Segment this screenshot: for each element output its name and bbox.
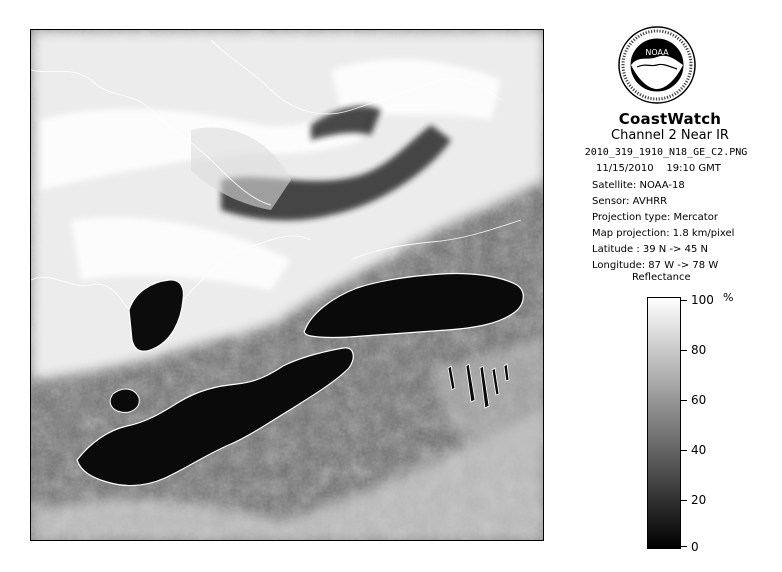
satellite-image	[30, 29, 544, 541]
info-map-projection: Map projection: 1.8 km/pixel	[592, 228, 735, 239]
info-satellite: Satellite: NOAA-18	[592, 180, 685, 191]
logo-center-text: NOAA	[645, 48, 669, 57]
colorbar-tick-label: 0	[691, 540, 699, 554]
colorbar-tick-label: 100	[691, 293, 714, 307]
satellite-map-svg	[31, 30, 544, 541]
colorbar-tick	[681, 350, 687, 351]
colorbar-tick	[681, 300, 687, 301]
colorbar-unit: %	[723, 291, 734, 304]
info-sensor: Sensor: AVHRR	[592, 196, 668, 207]
colorbar-tick-label: 60	[691, 393, 707, 407]
colorbar-tick-label: 40	[691, 443, 707, 457]
date-text: 11/15/2010	[596, 163, 654, 174]
time-text: 19:10 GMT	[666, 163, 721, 174]
colorbar-tick	[681, 546, 687, 547]
colorbar-tick	[681, 500, 687, 501]
file-name: 2010_319_1910_N18_GE_C2.PNG	[584, 147, 748, 158]
brand-title: CoastWatch	[618, 110, 722, 128]
channel-label: Channel 2 Near IR	[611, 128, 729, 143]
info-longitude: Longitude: 87 W -> 78 W	[592, 260, 719, 271]
lake-st-clair	[110, 389, 139, 412]
noaa-logo	[617, 25, 697, 105]
colorbar-tick-label: 80	[691, 343, 707, 357]
info-projection-type: Projection type: Mercator	[592, 212, 718, 223]
info-latitude: Latitude : 39 N -> 45 N	[592, 244, 708, 255]
colorbar	[647, 297, 681, 549]
colorbar-title: Reflectance	[632, 272, 691, 283]
colorbar-tick-label: 20	[691, 493, 707, 507]
datetime-row	[596, 163, 721, 174]
colorbar-tick	[681, 450, 687, 451]
colorbar-tick	[681, 400, 687, 401]
